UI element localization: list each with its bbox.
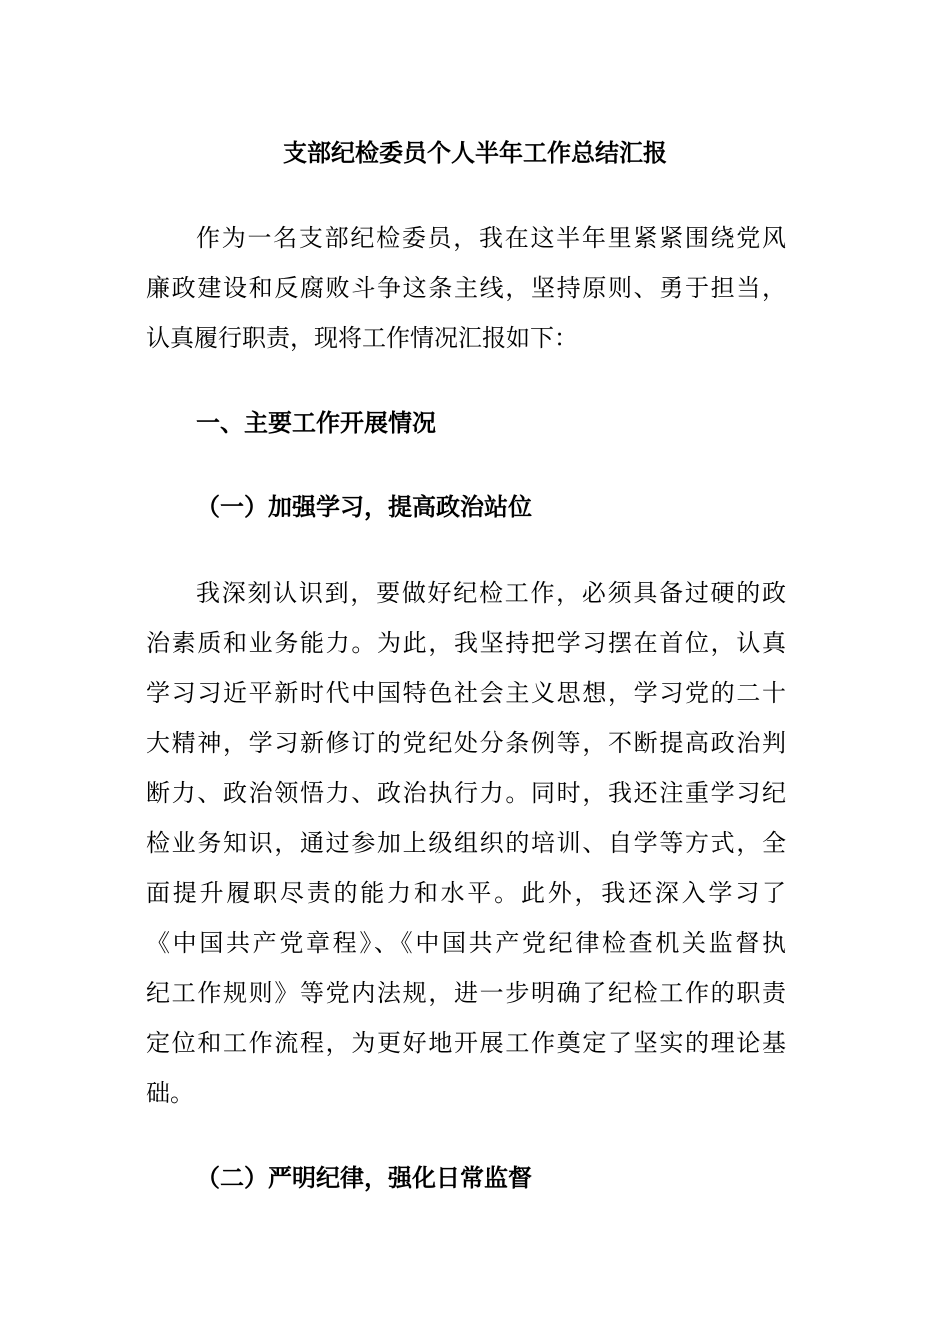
body-line: 础。 <box>146 1079 194 1107</box>
subsection-heading: （一）加强学习，提高政治站位 <box>196 492 532 521</box>
body-line: 《中国共产党章程》、《中国共产党纪律检查机关监督执 <box>146 929 786 957</box>
body-line: 定位和工作流程，为更好地开展工作奠定了坚实的理论基 <box>146 1029 786 1057</box>
body-line: 检业务知识，通过参加上级组织的培训、自学等方式，全 <box>146 829 786 857</box>
body-line: 治素质和业务能力。为此，我坚持把学习摆在首位，认真 <box>146 629 786 657</box>
body-line: 我深刻认识到，要做好纪检工作，必须具备过硬的政 <box>196 579 786 607</box>
body-line: 纪工作规则》等党内法规，进一步明确了纪检工作的职责 <box>146 979 786 1007</box>
intro-line: 作为一名支部纪检委员，我在这半年里紧紧围绕党风 <box>196 224 786 252</box>
body-line: 大精神，学习新修订的党纪处分条例等，不断提高政治判 <box>146 729 786 757</box>
intro-line: 认真履行职责，现将工作情况汇报如下： <box>146 324 578 352</box>
document-title: 支部纪检委员个人半年工作总结汇报 <box>283 138 667 167</box>
intro-line: 廉政建设和反腐败斗争这条主线，坚持原则、勇于担当， <box>146 274 786 302</box>
subsection-heading: （二）严明纪律，强化日常监督 <box>196 1163 532 1192</box>
body-line: 学习习近平新时代中国特色社会主义思想，学习党的二十 <box>146 679 786 707</box>
body-line: 断力、政治领悟力、政治执行力。同时，我还注重学习纪 <box>146 779 786 807</box>
section-heading: 一、主要工作开展情况 <box>196 408 436 437</box>
body-line: 面提升履职尽责的能力和水平。此外，我还深入学习了 <box>146 879 786 907</box>
